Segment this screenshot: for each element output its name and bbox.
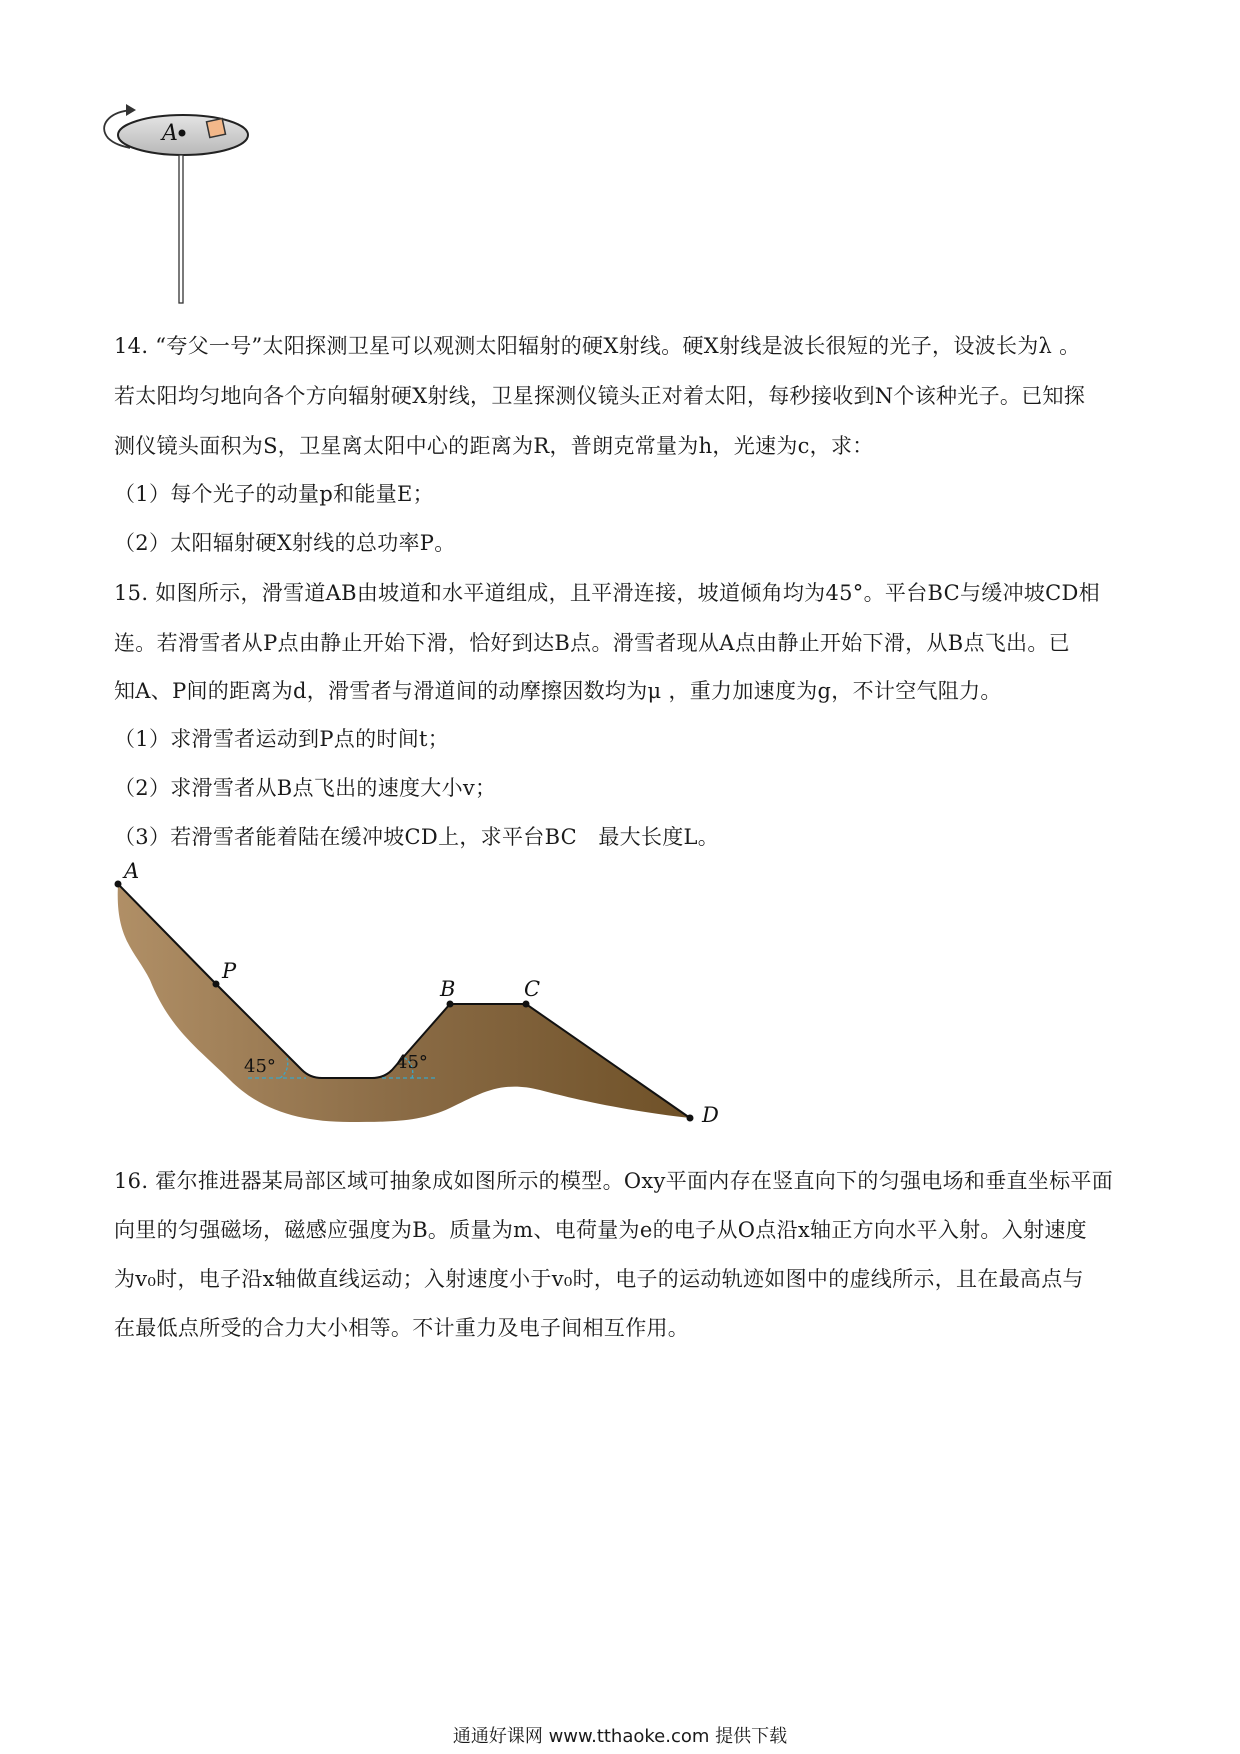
- turntable-figure: [100, 98, 300, 308]
- angle-label-left: 45°: [244, 1056, 276, 1077]
- q16-line1: 16. 霍尔推进器某局部区域可抽象成如图所示的模型。Oxy平面内存在竖直向下的匀强电场和垂直坐标平面: [114, 1169, 1113, 1193]
- label-d: D: [702, 1103, 719, 1127]
- q15-line2: 连。若滑雪者从P点由静止开始下滑，恰好到达B点。滑雪者现从A点由静止开始下滑，从B点飞出。已: [114, 631, 1070, 655]
- point-d: [687, 1115, 694, 1122]
- q15-line3: 知A、P间的距离为d，滑雪者与滑道间的动摩擦因数均为μ ，重力加速度为g，不计空气阻力。: [114, 679, 1002, 703]
- ski-slope-figure: [100, 860, 760, 1130]
- q15-sub1: （1）求滑雪者运动到P点的时间t；: [114, 727, 450, 751]
- axis-point: [179, 130, 186, 137]
- q14-line2: 若太阳均匀地向各个方向辐射硬X射线，卫星探测仪镜头正对着太阳，每秒接收到N个该种光子。已知探: [114, 384, 1086, 408]
- label-a: A: [124, 860, 140, 883]
- q14-line1: 14. “夸父一号”太阳探测卫星可以观测太阳辐射的硬X射线。硬X射线是波长很短的光子，设波长为λ 。: [114, 334, 1081, 358]
- support-rod: [179, 155, 183, 303]
- q14-sub1: （1）每个光子的动量p和能量E；: [114, 482, 434, 506]
- slope-ground: [118, 884, 690, 1122]
- q14-line3: 测仪镜头面积为S，卫星离太阳中心的距离为R，普朗克常量为h，光速为c，求：: [114, 434, 874, 458]
- label-c: C: [524, 977, 541, 1001]
- point-a: [115, 881, 122, 888]
- point-p: [213, 981, 220, 988]
- angle-label-right: 45°: [396, 1052, 428, 1073]
- q16-line3: 为v₀时，电子沿x轴做直线运动；入射速度小于v₀时，电子的运动轨迹如图中的虚线所示，且在最高点与: [114, 1267, 1084, 1291]
- q15-sub2: （2）求滑雪者从B点飞出的速度大小v；: [114, 776, 497, 800]
- q14-sub2: （2）太阳辐射硬X射线的总功率P。: [114, 531, 456, 555]
- label-a: A: [162, 121, 178, 146]
- point-b: [447, 1001, 454, 1008]
- q16-line4: 在最低点所受的合力大小相等。不计重力及电子间相互作用。: [114, 1316, 690, 1340]
- label-p: P: [222, 959, 237, 983]
- q15-sub3: （3）若滑雪者能着陆在缓冲坡CD上，求平台BC 最大长度L。: [114, 825, 720, 849]
- label-b: B: [440, 977, 456, 1001]
- point-c: [523, 1001, 530, 1008]
- block: [207, 119, 226, 138]
- q15-line1: 15. 如图所示，滑雪道AB由坡道和水平道组成，且平滑连接，坡道倾角均为45°。平台BC与缓冲坡CD相: [114, 581, 1100, 605]
- footer-source: 通通好课网 www.tthaoke.com 提供下载: [452, 1726, 788, 1747]
- rotation-arrow-head-icon: [126, 104, 136, 116]
- q16-line2: 向里的匀强磁场，磁感应强度为B。质量为m、电荷量为e的电子从O点沿x轴正方向水平入射。入射速度: [114, 1218, 1087, 1242]
